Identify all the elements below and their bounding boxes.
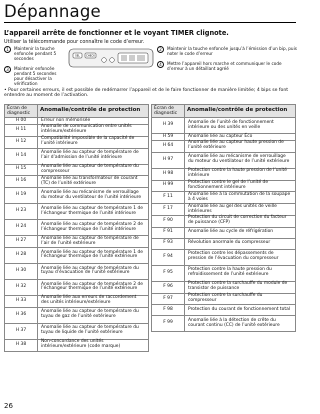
- steps-left: [4, 46, 66, 91]
- error-code: F 17: [152, 204, 185, 216]
- page-number: 26: [4, 402, 13, 410]
- step-4: [157, 61, 297, 71]
- display-segment: [137, 55, 145, 61]
- error-description: Anomalie liée à la détection de crête du courant continu (CC) de l’unité extérieure: [185, 316, 296, 332]
- col-header-code: Écran de diagnostic: [5, 105, 38, 118]
- error-code: H 33: [5, 295, 38, 307]
- error-code: H 14: [5, 148, 38, 164]
- error-code: H 30: [5, 263, 38, 279]
- table-row: [5, 323, 149, 339]
- table-row: [5, 176, 149, 188]
- error-description: Protection contre le gel de l’unité de fonctionnement intérieure: [185, 180, 296, 192]
- table-row: [5, 204, 149, 220]
- error-code: H 39: [152, 118, 185, 134]
- step-text: Mettre l’appareil hors marche et communiquer le code d’erreur à un détaillant agréé: [167, 61, 282, 71]
- table-row: [152, 249, 296, 265]
- error-description: Non-concordance des unités intérieure/extérieure (code marque): [38, 339, 149, 351]
- step-3: [4, 66, 66, 86]
- error-description: Révolution anormale du compresseur: [185, 238, 296, 249]
- error-description: Protection contre la surchauffe du module de transistor de puissance: [185, 281, 296, 293]
- error-description: Anomalie liée au transformateur de courant (TC) de l’unité extérieure: [38, 176, 149, 188]
- table-row: [152, 316, 296, 332]
- table-row: [152, 281, 296, 293]
- table-row: [5, 295, 149, 307]
- table-row: [152, 215, 296, 227]
- step-2: [157, 46, 297, 56]
- error-description: Anomalie liée au capteur de température 2 de l’échangeur thermique de l’unité extérieure: [38, 279, 149, 295]
- display-segment: [129, 55, 135, 61]
- table-row: [5, 124, 149, 136]
- error-description: Erreur non mémorisée: [38, 118, 149, 125]
- error-description: Anomalie liée au capteur de température du tuyau de gaz de l’unité extérieure: [38, 307, 149, 323]
- table-row: [5, 188, 149, 204]
- step-number: 4: [157, 61, 164, 68]
- error-code: H 15: [5, 164, 38, 176]
- table-row: [5, 339, 149, 351]
- col-header-code: Écran de diagnostic: [152, 105, 185, 118]
- round-button: [110, 58, 115, 63]
- error-description: Protection du courant de fonctionnement total: [185, 305, 296, 316]
- error-code: F 99: [152, 316, 185, 332]
- error-code: F 98: [152, 305, 185, 316]
- error-code: H 00: [5, 118, 38, 125]
- check-label: CHECK: [86, 54, 95, 58]
- step-number: 2: [157, 46, 164, 53]
- error-description: Anomalie liée au capteur de température du tuyau de liquide de l’unité extérieure: [38, 323, 149, 339]
- error-code: H 27: [5, 236, 38, 248]
- table-row: [152, 192, 296, 204]
- step-number: 3: [4, 66, 11, 73]
- error-description: Anomalie liée au capteur de température 1 de l’échangeur thermique de l’unité intérieure: [38, 204, 149, 220]
- step-text: Maintenir la touche enfoncée jusqu’à l’émission d’un bip, puis noter le code d’erreur: [167, 46, 297, 56]
- table-row: [5, 279, 149, 295]
- error-code: H 32: [5, 279, 38, 295]
- steps-right: [157, 46, 297, 76]
- error-description: Anomalie liée à la commutation de la soupape à 4 voies: [185, 192, 296, 204]
- error-description: Anomalie liée au capteur de température du tuyau d’évacuation de l’unité extérieure: [38, 263, 149, 279]
- table-row: [5, 136, 149, 148]
- error-code: H 28: [5, 247, 38, 263]
- table-row: [5, 263, 149, 279]
- error-code: H 64: [152, 140, 185, 152]
- restart-note: • Pour certaines erreurs, il est possible de redémarrer l’appareil et de le faire fonctionner de manière limitée; 4 bips se font entendre au moment de l’activation.: [4, 88, 289, 99]
- error-description: Protection contre la haute pression de l’unité intérieure: [185, 168, 296, 180]
- error-description: Anomalie liée au capteur Éco: [185, 134, 296, 141]
- error-description: Protection contre les dépassements de pression de l’évacuation du compresseur: [185, 249, 296, 265]
- error-code: H 24: [5, 220, 38, 236]
- table-row: [152, 293, 296, 305]
- round-button: [102, 58, 107, 63]
- error-description: Anomalie liée au cycle de réfrigération: [185, 227, 296, 238]
- table-row: [5, 247, 149, 263]
- error-code: F 90: [152, 215, 185, 227]
- error-code: H 11: [5, 124, 38, 136]
- table-row: [5, 307, 149, 323]
- error-code: F 95: [152, 265, 185, 281]
- section-heading: L’appareil arrête de fonctionner et le voyant TIMER clignote.: [4, 29, 229, 37]
- col-header-desc: Anomalie/contrôle de protection: [38, 105, 149, 118]
- table-row: [5, 164, 149, 176]
- error-description: Anomalie de communication entre unités intérieure/extérieure: [38, 124, 149, 136]
- error-description: Anomalie liée aux erreurs de raccordement des unités intérieure/extérieure: [38, 295, 149, 307]
- error-description: Anomalie liée au mécanisme de verrouillage du moteur du ventilateur de l’unité extérieure: [185, 152, 296, 168]
- table-row: [5, 236, 149, 248]
- table-row: [152, 140, 296, 152]
- error-code: H 59: [152, 134, 185, 141]
- error-description: Protection du circuit de correction du facteur de puissance (CFP): [185, 215, 296, 227]
- table-row: [152, 152, 296, 168]
- col-header-desc: Anomalie/contrôle de protection: [185, 105, 296, 118]
- error-table-right: [151, 104, 296, 332]
- error-code: F 94: [152, 249, 185, 265]
- step-number: 1: [4, 46, 11, 53]
- error-code: H 12: [5, 136, 38, 148]
- error-description: Anomalie liée au capteur de température du compresseur: [38, 164, 149, 176]
- error-description: Anomalie liée au mécanisme de verrouillage du moteur du ventilateur de l’unité intérieure: [38, 188, 149, 204]
- error-description: Anomalie liée au capteur de température de l’air d’admission de l’unité intérieure: [38, 148, 149, 164]
- error-description: Anomalie liée au capteur de température de l’air de l’unité extérieure: [38, 236, 149, 248]
- error-code: H 23: [5, 204, 38, 220]
- section-subtitle: Utiliser la télécommande pour connaître le code d’erreur.: [4, 39, 145, 45]
- error-description: Protection contre la surchauffe du compresseur: [185, 293, 296, 305]
- title-divider: [4, 22, 296, 23]
- error-description: Anomalie liée au capteur haute pression de l’unité extérieure: [185, 140, 296, 152]
- error-code: F 96: [152, 281, 185, 293]
- table-row: [152, 238, 296, 249]
- table-row: [152, 204, 296, 216]
- table-row: [152, 227, 296, 238]
- table-row: [152, 265, 296, 281]
- sel-label: SEL: [75, 54, 80, 58]
- error-code: H 97: [152, 152, 185, 168]
- table-row: [5, 220, 149, 236]
- table-row: [152, 180, 296, 192]
- error-description: Compatibilité impossible de la capacité de l’unité intérieure: [38, 136, 149, 148]
- error-code: F 97: [152, 293, 185, 305]
- remote-control-illustration: [68, 47, 154, 69]
- page-title: Dépannage: [4, 2, 101, 21]
- step-1: [4, 46, 66, 61]
- table-row: [5, 148, 149, 164]
- error-description: Anomalie de l’unité de fonctionnement intérieure ou des unités en veille: [185, 118, 296, 134]
- error-code: F 11: [152, 192, 185, 204]
- error-code: H 16: [5, 176, 38, 188]
- error-code: F 91: [152, 227, 185, 238]
- step-text: Maintenir enfoncée pendant 5 secondes pour désactiver la vérification: [14, 66, 57, 86]
- error-code: H 38: [5, 339, 38, 351]
- error-table-left: [4, 104, 149, 352]
- error-code: F 93: [152, 238, 185, 249]
- error-description: Anomalie liée au capteur de température 1 de l’échangeur thermique de l’unité extérieure: [38, 247, 149, 263]
- error-code: H 19: [5, 188, 38, 204]
- error-code: H 98: [152, 168, 185, 180]
- error-description: Anomalie liée au gel des unités de veille intérieures: [185, 204, 296, 216]
- table-row: [152, 168, 296, 180]
- error-description: Protection contre la haute pression du refroidissement de l’unité extérieure: [185, 265, 296, 281]
- step-text: Maintenir la touche enfoncée pendant 5 secondes: [14, 46, 57, 61]
- table-row: [152, 118, 296, 134]
- error-code: H 37: [5, 323, 38, 339]
- error-code: H 36: [5, 307, 38, 323]
- error-code: H 99: [152, 180, 185, 192]
- display-segment: [121, 55, 127, 61]
- error-description: Anomalie liée au capteur de température 2 de l’échangeur thermique de l’unité intérieure: [38, 220, 149, 236]
- table-row: [152, 305, 296, 316]
